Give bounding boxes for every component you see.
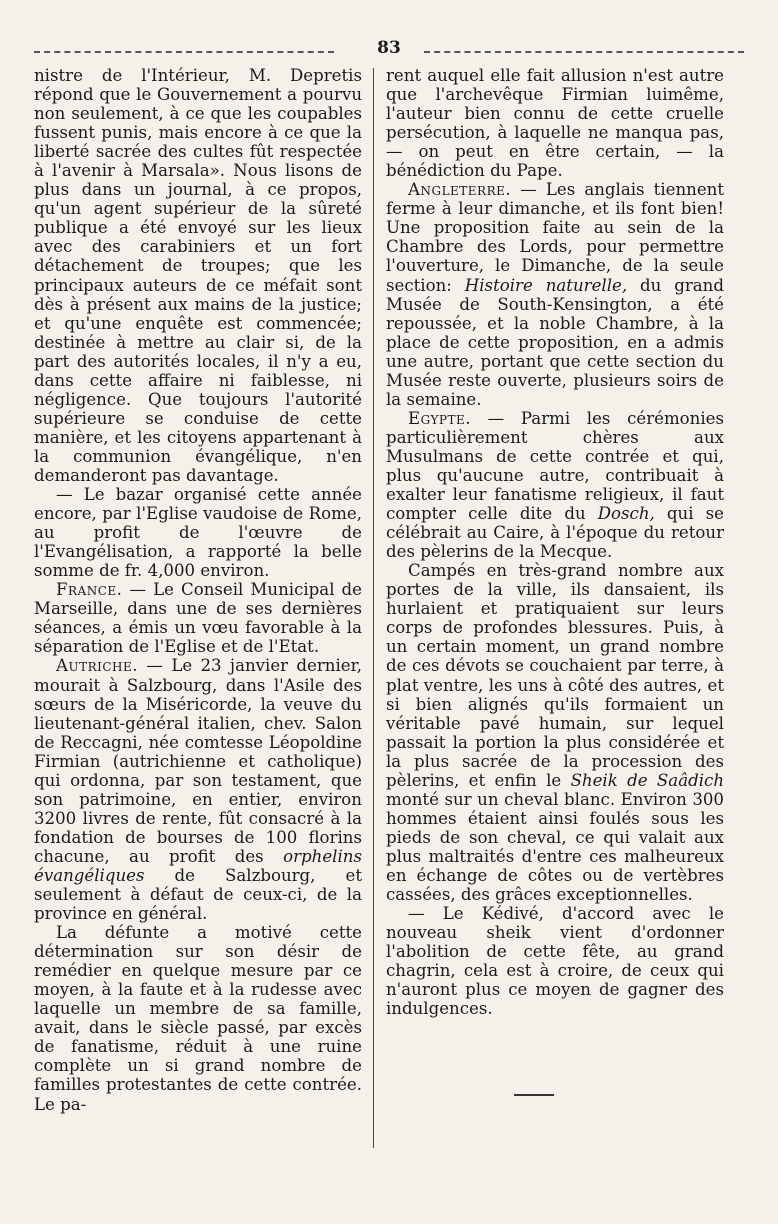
italic-text: Dosch,	[597, 504, 655, 524]
paragraph-text: du grand Musée de South-Kensington, a été repoussée, et la noble Chambre, à la place de cette proposition, en a admis une autre, portant que cette section du Musée reste ouverte, plusieurs soirs de la semaine.	[386, 275, 724, 409]
paragraph-defunte	[34, 923, 362, 1113]
paragraph-text: — Le bazar organisé cette année encore, par l'Eglise vaudoise de Rome, au profit de l'œuvre de l'Evangélisation, a rapporté la belle somme de fr. 4,000 environ.	[34, 485, 362, 581]
paragraph-text: La défunte a motivé cette détermination sur son désir de remédier en quelque mesure par ce moyen, à la faute et à la rudesse avec laquelle un membre de sa famille, avait, dans le siècle passé, par excès de fanatisme, réduit à une ruine complète un si grand nombre de familles protestantes de cette contrée. Le pa-	[34, 923, 362, 1114]
paragraph-depretis	[34, 66, 362, 485]
paragraph-autriche	[34, 656, 362, 923]
paragraph-firmian	[386, 66, 724, 180]
paragraph-text: de Salzbourg, et seulement à défaut de ceux-ci, de la province en général.	[34, 865, 362, 924]
paragraph-text: — Parmi les cérémonies particulièrement chères aux Musulmans de cette contrée et qui, plus qu'aucune autre, contribuait à exalter leur fanatisme religieux, il faut compter celle dite du	[386, 408, 724, 524]
italic-text: orphelins évangéliques	[34, 846, 362, 885]
italic-text: Sheik de Saâdich	[570, 770, 725, 790]
paragraph-text: Campés en très-grand nombre aux portes de la ville, ils dansaient, ils hurlaient et pratiquaient sur leurs corps de profondes blessures. Puis, à un certain moment, un grand nombre de ces dévots se couchaient par terre, à plat ventre, les uns à côté des autres, et si bien alignés qu'ils formaient un véritable pavé humain, sur lequel passait la portion la plus considérée et la plus sacrée de la procession des pèlerins, et enfin le	[386, 561, 724, 790]
paragraph-campes	[386, 561, 724, 904]
section-heading-autriche: Autriche.	[56, 656, 139, 676]
paragraph-text: qui se célébrait au Caire, à l'époque du retour des pèlerins de la Mecque.	[386, 504, 724, 562]
header-rule-left	[34, 51, 334, 53]
paragraph-text: — Le Kédivé, d'accord avec le nouveau sheik vient d'ordonner l'abolition de cette fête, au grand chagrin, cela est à croire, de ceux qui n'auront plus ce moyen de gagner des indulgences.	[386, 904, 724, 1019]
page-number: 83	[377, 38, 401, 58]
paragraph-kedive	[386, 904, 724, 1018]
paragraph-text: — Le Conseil Municipal de Marseille, dans une de ses dernières séances, a émis un vœu favorable à la séparation de l'Eglise et de l'Etat.	[34, 580, 362, 657]
paragraph-text: — Les anglais tiennent ferme à leur dimanche, et ils font bien! Une proposition faite au sein de la Chambre des Lords, pour permettre l'ouverture, le Dimanche, de la seule section:	[386, 180, 724, 295]
paragraph-text: — Le 23 janvier dernier, mourait à Salzbourg, dans l'Asile des sœurs de la Miséricorde, la veuve du lieutenant-général italien, chev. Salon de Reccagni, née comtesse Léopoldine Firmian (autrichienne et catholique) qui ordonna, par son testament, que son patrimoine, en entier, environ 3200 livres de rente, fût consacré à la fondation de bourses de 100 florins chacune, au profit des	[34, 656, 362, 866]
end-of-text-rule	[514, 1094, 554, 1096]
column-divider	[373, 68, 374, 1148]
header-rule-right	[424, 51, 744, 53]
paragraph-bazar	[34, 485, 362, 580]
section-heading-egypte: Egypte.	[408, 408, 472, 428]
paragraph-france	[34, 580, 362, 656]
paragraph-egypte	[386, 409, 724, 561]
paragraph-text: rent auquel elle fait allusion n'est autre que l'archevêque Firmian luimême, l'auteur bien connu de cette cruelle persécution, à laquelle ne manqua pas, — on peut en être certain, — la bénédiction du Pape.	[386, 66, 724, 181]
section-heading-france: France.	[56, 580, 123, 600]
right-column	[386, 66, 724, 1018]
left-column	[34, 66, 362, 1114]
italic-text: Histoire naturelle,	[464, 275, 628, 295]
paragraph-text: monté sur un cheval blanc. Environ 300 hommes étaient ainsi foulés sous les pieds de son cheval, ce qui valait aux plus maltraités d'entre ces malheureux en échange de côtes ou de vertèbres cassées, des grâces exceptionnelles.	[386, 789, 724, 905]
paragraph-angleterre	[386, 180, 724, 409]
page-header	[34, 38, 744, 62]
section-heading-angleterre: Angleterre.	[408, 180, 512, 200]
paragraph-text: nistre de l'Intérieur, M. Depretis répond que le Gouvernement a pourvu non seulement, à ce que les coupables fussent punis, mais encore à ce que la liberté sacrée des cultes fût respectée à l'avenir à Marsala». Nous lisons de plus dans un journal, à ce propos, qu'un agent supérieur de la sûreté publique a été envoyé sur les lieux avec des carabiniers et un fort détachement de troupes; que les principaux auteurs de ce méfait sont dès à présent aux mains de la justice; et qu'une enquête est commencée; destinée à mettre au clair si, de la part des autorités locales, il n'y a eu, dans cette affaire ni faiblesse, ni négligence. Que toujours l'autorité supérieure se conduise de cette manière, et les citoyens appartenant à la communion évangélique, n'en demanderont pas davantage.	[34, 66, 362, 485]
